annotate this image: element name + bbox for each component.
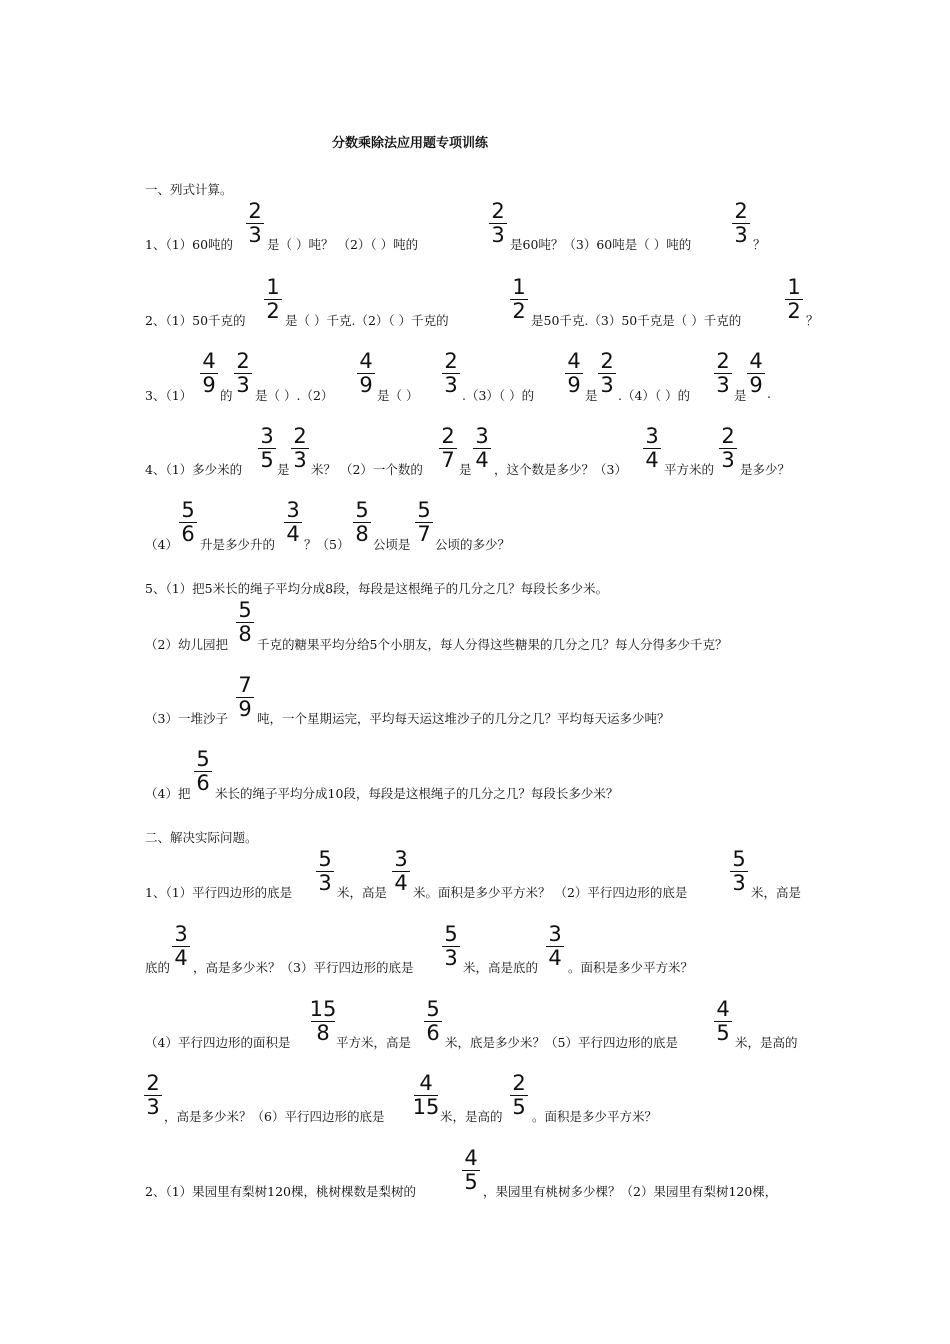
question-text: 米。面积是多少平方米？ （2）平行四边形的底是 [413, 885, 688, 900]
fraction: 5 7 [413, 498, 435, 546]
fraction: 5 3 [728, 847, 750, 895]
question-text: 米，底是多少米？（5）平行四边形的底是 [445, 1035, 678, 1050]
fraction: 2 3 [440, 349, 462, 397]
question-text: 是 [277, 462, 290, 477]
question-text: 米长的绳子平均分成10段，每段是这根绳子的几分之几？每段长多少米？ [215, 786, 619, 801]
fraction: 3 4 [170, 922, 192, 970]
question-text: （4）平行四边形的面积是 [145, 1035, 291, 1050]
question-text: 米，高是底的 [463, 960, 539, 975]
question-text: 平方米，高是 [336, 1035, 412, 1050]
question-text: （4） [145, 537, 178, 552]
question-text: 。面积是多少平方米？ [568, 960, 694, 975]
fraction: 4 5 [712, 997, 734, 1045]
question-text: 1、（1）平行四边形的底是 [145, 885, 293, 900]
section-heading-2: 二、解决实际问题。 [145, 830, 258, 845]
fraction: 5 3 [440, 922, 462, 970]
question-text: ，高是多少米？（6）平行四边形的底是 [164, 1109, 385, 1124]
fraction: 5 6 [177, 498, 199, 546]
fraction: 2 3 [142, 1071, 164, 1119]
fraction: 2 3 [712, 349, 734, 397]
question-text: 的 [220, 388, 233, 403]
fraction: 2 3 [730, 199, 752, 247]
fraction: 15 8 [309, 997, 337, 1045]
question-text: .（3）（ ）的 [462, 388, 535, 403]
section-heading-1: 一、列式计算。 [145, 182, 233, 197]
question-text: 2、（1）50千克的 [145, 313, 246, 328]
question-text: 升是多少升的 [200, 537, 276, 552]
question-text: 是 [459, 462, 472, 477]
question-text: 公顷的多少？ [435, 537, 511, 552]
question-text: 公顷是 [373, 537, 411, 552]
question-text: （4）把 [145, 786, 191, 801]
question-text: 米，是高的 [735, 1035, 798, 1050]
fraction: 1 2 [508, 275, 530, 323]
fraction: 2 5 [508, 1071, 530, 1119]
question-text: 是60吨？（3）60吨是（ ）吨的 [510, 237, 692, 252]
question-text: ？（5） [304, 537, 350, 552]
question-text: （3）一堆沙子 [145, 711, 228, 726]
fraction: 5 8 [351, 498, 373, 546]
question-text: 平方米的 [664, 462, 715, 477]
fraction: 4 5 [460, 1146, 482, 1194]
fraction: 2 3 [717, 424, 739, 472]
question-1-5a: 5、（1）把5米长的绳子平均分成8段，每段是这根绳子的几分之几？每段长多少米。 [145, 581, 609, 596]
fraction: 5 6 [422, 997, 444, 1045]
fraction: 3 4 [544, 922, 566, 970]
question-text: ，高是多少米？（3）平行四边形的底是 [193, 960, 414, 975]
fraction: 4 15 [412, 1071, 440, 1119]
question-text: ？ [806, 313, 819, 328]
fraction: 2 3 [596, 349, 618, 397]
question-text: 是（ ） [377, 388, 419, 403]
question-text: 是50千克.（3）50千克是（ ）千克的 [531, 313, 742, 328]
fraction: 4 9 [355, 349, 377, 397]
fraction: 7 9 [234, 673, 256, 721]
question-text: （2）幼儿园把 [145, 637, 228, 652]
fraction: 1 2 [783, 275, 805, 323]
fraction: 5 6 [192, 747, 214, 795]
question-text: 底的 [145, 960, 171, 975]
question-text: 是（ ）.（2） [255, 388, 334, 403]
question-text: 米，高是 [751, 885, 802, 900]
fraction: 3 4 [641, 424, 663, 472]
question-text: 1、（1）60吨的 [145, 237, 234, 252]
fraction: 2 7 [437, 424, 459, 472]
fraction: 3 5 [256, 424, 278, 472]
question-text: ，果园里有桃树多少棵？（2）果园里有梨树120棵， [483, 1184, 778, 1199]
question-text: 米，是高的 [440, 1109, 503, 1124]
fraction: 3 4 [471, 424, 493, 472]
fraction: 2 3 [487, 199, 509, 247]
question-text: 千克的糖果平均分给5个小朋友，每人分得这些糖果的几分之几？每人分得多少千克？ [257, 637, 728, 652]
fraction: 3 4 [390, 847, 412, 895]
question-text: 米，高是 [337, 885, 388, 900]
fraction: 2 3 [289, 424, 311, 472]
fraction: 3 4 [282, 498, 304, 546]
fraction: 5 3 [314, 847, 336, 895]
fraction: 4 9 [198, 349, 220, 397]
question-text: 2、（1）果园里有梨树120棵，桃树棵数是梨树的 [145, 1184, 417, 1199]
fraction: 1 2 [262, 275, 284, 323]
page-title: 分数乘除法应用题专项训练 [332, 136, 489, 151]
question-text: 米？ （2）一个数的 [311, 462, 423, 477]
fraction: 2 3 [244, 199, 266, 247]
fraction: 5 8 [234, 598, 256, 646]
question-text: ？ [753, 237, 766, 252]
question-text: 4、（1）多少米的 [145, 462, 243, 477]
question-text: . [767, 386, 771, 401]
question-text: 是（ ）千克.（2）（ ）千克的 [285, 313, 449, 328]
fraction: 4 9 [563, 349, 585, 397]
question-text: 。面积是多少平方米？ [532, 1109, 658, 1124]
question-text: .（4）（ ）的 [618, 388, 691, 403]
fraction: 4 9 [745, 349, 767, 397]
question-text: 是（ ）吨？ （2）（ ）吨的 [267, 237, 419, 252]
question-text: ，这个数是多少？（3） [494, 462, 627, 477]
question-text: 吨，一个星期运完，平均每天运这堆沙子的几分之几？平均每天运多少吨？ [257, 711, 670, 726]
question-text: 是 [585, 388, 598, 403]
question-text: 是 [734, 388, 747, 403]
question-text: 是多少？ [740, 462, 791, 477]
question-text: 3、（1） [145, 388, 193, 403]
fraction: 2 3 [232, 349, 254, 397]
